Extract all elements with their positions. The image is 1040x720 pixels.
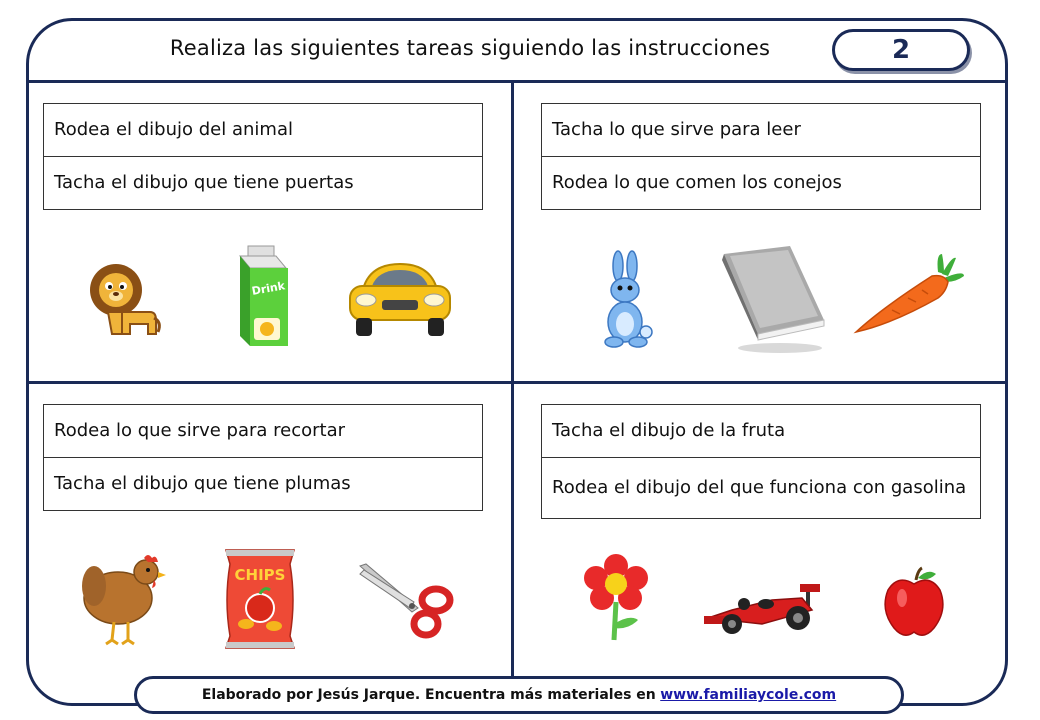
- instruction-table-2: [541, 103, 981, 210]
- book-icon[interactable]: [720, 244, 828, 356]
- instruction-table-3: [43, 404, 483, 511]
- milk-carton-icon[interactable]: [232, 242, 296, 350]
- chips-bag-icon[interactable]: [220, 544, 300, 654]
- chips-label: CHIPS: [234, 566, 286, 584]
- instruction-3a: Rodea lo que sirve para recortar: [44, 405, 483, 458]
- instruction-1b: Tacha el dibujo que tiene puertas: [44, 157, 483, 210]
- instruction-2a: Tacha lo que sirve para leer: [542, 104, 981, 157]
- middle-divider: [27, 381, 1007, 384]
- instruction-table-1: [43, 103, 483, 210]
- instruction-table-4: [541, 404, 981, 519]
- apple-icon[interactable]: [880, 566, 950, 640]
- footer-banner: [134, 676, 904, 714]
- carrot-icon[interactable]: [852, 252, 966, 338]
- worksheet-title: Realiza las siguientes tareas siguiendo las instrucciones: [169, 36, 771, 60]
- instruction-1a: Rodea el dibujo del animal: [44, 104, 483, 157]
- header-divider: [27, 80, 1007, 83]
- car-icon[interactable]: [344, 256, 456, 342]
- footer-website-link[interactable]: www.familiaycole.com: [660, 687, 837, 703]
- instruction-3b: Tacha el dibujo que tiene plumas: [44, 458, 483, 511]
- flower-icon[interactable]: [580, 554, 652, 644]
- instruction-2b: Rodea lo que comen los conejos: [542, 157, 981, 210]
- instruction-4a: Tacha el dibujo de la fruta: [542, 405, 981, 458]
- lion-icon[interactable]: [82, 262, 164, 342]
- race-car-icon[interactable]: [702, 574, 822, 638]
- footer-credit-text: Elaborado por Jesús Jarque. Encuentra más materiales en: [201, 687, 656, 703]
- vertical-divider: [511, 82, 514, 676]
- scissors-icon[interactable]: [356, 560, 456, 640]
- instruction-4b: Rodea el dibujo del que funciona con gasolina: [542, 458, 981, 519]
- carton-label: Drink: [250, 279, 287, 298]
- page-number-badge: 2: [832, 29, 970, 71]
- rabbit-icon[interactable]: [600, 250, 656, 348]
- hen-icon[interactable]: [78, 550, 166, 646]
